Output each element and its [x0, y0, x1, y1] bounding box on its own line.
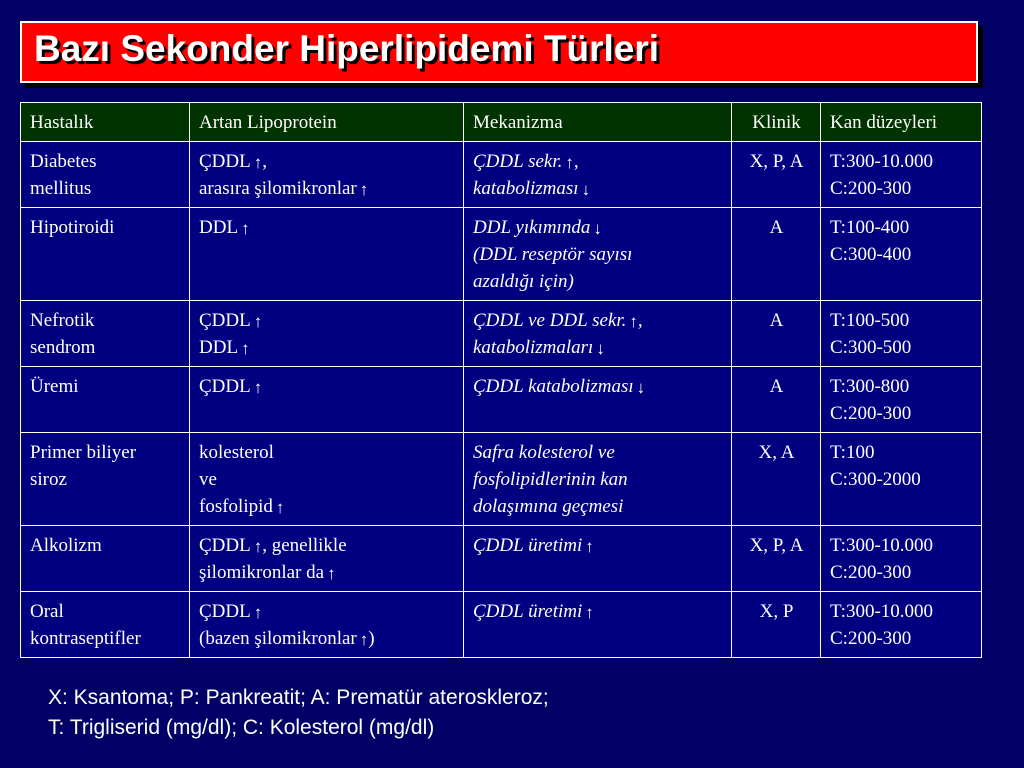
clinic-cell: X, P, A	[732, 142, 821, 208]
mechanism-cell	[464, 142, 732, 208]
cell-line	[199, 175, 455, 202]
cell-line	[473, 214, 723, 241]
level-value: T:100-500	[830, 310, 910, 331]
disease-name-line: Alkolizm	[30, 535, 102, 556]
cell-text: Safra kolesterol ve	[473, 442, 615, 463]
mechanism-cell	[464, 208, 732, 301]
cell-line	[199, 466, 455, 493]
cell-text: ÇDDL	[199, 376, 251, 397]
level-value: C:300-500	[830, 337, 912, 358]
footnote-line-1: X: Ksantoma; P: Pankreatit; A: Prematür ateroskleroz;	[48, 686, 549, 709]
cell-line	[473, 532, 723, 559]
lipoprotein-cell	[190, 142, 464, 208]
header-cell-clinic: Klinik	[732, 103, 821, 142]
disease-name-line: Hipotiroidi	[30, 217, 115, 238]
up-arrow-icon: ↑	[585, 537, 594, 556]
levels-cell	[821, 142, 982, 208]
levels-cell	[821, 301, 982, 367]
disease-name-line: Nefrotik	[30, 310, 95, 331]
disease-cell	[21, 592, 190, 658]
cell-suffix: ,	[262, 151, 267, 172]
cell-text: ÇDDL	[199, 535, 251, 556]
cell-line	[473, 268, 723, 295]
cell-text: ÇDDL üretimi	[473, 535, 583, 556]
header-cell-levels: Kan düzeyleri	[821, 103, 982, 142]
levels-cell	[821, 433, 982, 526]
up-arrow-icon: ↑	[253, 537, 263, 556]
header-cell-lipoprotein: Artan Lipoprotein	[190, 103, 464, 142]
cell-text: arasıra şilomikronlar	[199, 178, 357, 199]
cell-line	[473, 493, 723, 520]
cell-line	[473, 148, 723, 175]
cell-text: katabolizması	[473, 178, 579, 199]
disease-cell	[21, 367, 190, 433]
disease-name-line: siroz	[30, 469, 67, 490]
levels-cell	[821, 208, 982, 301]
table-body	[21, 142, 982, 658]
table-row	[21, 433, 982, 526]
mechanism-cell	[464, 526, 732, 592]
cell-line	[199, 439, 455, 466]
cell-line	[199, 373, 455, 400]
cell-line	[199, 559, 455, 586]
up-arrow-icon: ↑	[565, 153, 574, 172]
cell-text: azaldığı için)	[473, 271, 574, 292]
cell-text: dolaşımına geçmesi	[473, 496, 624, 517]
down-arrow-icon: ↓	[581, 180, 591, 199]
disease-name-line: mellitus	[30, 178, 92, 199]
clinic-cell: X, A	[732, 433, 821, 526]
cell-text: fosfolipidlerinin kan	[473, 469, 628, 490]
clinic-cell: A	[732, 208, 821, 301]
cell-suffix: )	[368, 628, 375, 649]
levels-cell	[821, 526, 982, 592]
cell-line	[199, 148, 455, 175]
disease-cell	[21, 142, 190, 208]
header-cell-disease: Hastalık	[21, 103, 190, 142]
cell-text: (DDL reseptör sayısı	[473, 244, 633, 265]
up-arrow-icon: ↑	[253, 603, 263, 622]
cell-text: ÇDDL	[199, 151, 251, 172]
mechanism-cell	[464, 433, 732, 526]
hyperlipidemia-table	[20, 102, 982, 658]
disease-name-line: Diabetes	[30, 151, 97, 172]
clinic-cell: X, P	[732, 592, 821, 658]
cell-text: ve	[199, 469, 217, 490]
mechanism-cell	[464, 592, 732, 658]
cell-line	[199, 307, 455, 334]
level-value: T:300-10.000	[830, 151, 934, 172]
up-arrow-icon: ↑	[359, 630, 369, 649]
mechanism-cell	[464, 301, 732, 367]
clinic-cell: A	[732, 367, 821, 433]
header-cell-mechanism: Mekanizma	[464, 103, 732, 142]
cell-line	[473, 334, 723, 361]
table-row	[21, 301, 982, 367]
level-value: T:300-10.000	[830, 535, 934, 556]
cell-text: (bazen şilomikronlar	[199, 628, 357, 649]
cell-line	[199, 493, 455, 520]
cell-line	[473, 175, 723, 202]
title-banner	[20, 21, 978, 83]
lipoprotein-cell	[190, 526, 464, 592]
level-value: C:200-300	[830, 178, 912, 199]
up-arrow-icon: ↑	[253, 312, 263, 331]
level-value: C:300-2000	[830, 469, 921, 490]
table-row	[21, 208, 982, 301]
level-value: T:300-10.000	[830, 601, 934, 622]
lipoprotein-cell	[190, 301, 464, 367]
table-header-row	[21, 103, 982, 142]
level-value: C:200-300	[830, 562, 912, 583]
cell-suffix: ,	[573, 151, 579, 172]
cell-suffix: , genellikle	[262, 535, 347, 556]
level-value: T:100	[830, 442, 875, 463]
cell-line	[199, 214, 455, 241]
down-arrow-icon: ↓	[596, 339, 605, 358]
level-value: C:200-300	[830, 403, 912, 424]
cell-text: katabolizmaları	[473, 337, 594, 358]
cell-line	[473, 439, 723, 466]
up-arrow-icon: ↑	[253, 378, 263, 397]
lipoprotein-cell	[190, 592, 464, 658]
up-arrow-icon: ↑	[629, 312, 638, 331]
up-arrow-icon: ↑	[359, 180, 369, 199]
table-row	[21, 142, 982, 208]
lipoprotein-cell	[190, 433, 464, 526]
cell-line	[199, 598, 455, 625]
down-arrow-icon: ↓	[593, 219, 602, 238]
disease-name-line: Üremi	[30, 376, 79, 397]
cell-text: ÇDDL	[199, 310, 251, 331]
level-value: T:300-800	[830, 376, 910, 397]
disease-cell	[21, 208, 190, 301]
mechanism-cell	[464, 367, 732, 433]
cell-text: ÇDDL ve DDL sekr.	[473, 310, 627, 331]
cell-text: fosfolipid	[199, 496, 273, 517]
disease-name-line: kontraseptifler	[30, 628, 141, 649]
disease-name-line: Oral	[30, 601, 64, 622]
cell-line	[199, 625, 455, 652]
disease-cell	[21, 301, 190, 367]
cell-suffix: ,	[637, 310, 643, 331]
table-row	[21, 526, 982, 592]
disease-name-line: Primer biliyer	[30, 442, 137, 463]
up-arrow-icon: ↑	[241, 219, 250, 238]
cell-text: DDL	[199, 337, 239, 358]
level-value: C:300-400	[830, 244, 912, 265]
cell-line	[199, 334, 455, 361]
up-arrow-icon: ↑	[275, 498, 285, 517]
cell-text: ÇDDL sekr.	[473, 151, 563, 172]
up-arrow-icon: ↑	[585, 603, 594, 622]
cell-line	[473, 307, 723, 334]
levels-cell	[821, 592, 982, 658]
cell-line	[473, 466, 723, 493]
up-arrow-icon: ↑	[253, 153, 263, 172]
cell-text: DDL yıkımında	[473, 217, 591, 238]
cell-line	[199, 532, 455, 559]
up-arrow-icon: ↑	[327, 564, 336, 583]
table-row	[21, 367, 982, 433]
down-arrow-icon: ↓	[636, 378, 646, 397]
cell-text: kolesterol	[199, 442, 274, 463]
lipoprotein-cell	[190, 367, 464, 433]
up-arrow-icon: ↑	[241, 339, 250, 358]
lipoprotein-cell	[190, 208, 464, 301]
footnote-line-2: T: Trigliserid (mg/dl); C: Kolesterol (mg/dl)	[48, 716, 435, 739]
disease-cell	[21, 433, 190, 526]
cell-text: şilomikronlar da	[199, 562, 325, 583]
table-row	[21, 592, 982, 658]
cell-line	[473, 373, 723, 400]
cell-text: ÇDDL üretimi	[473, 601, 583, 622]
clinic-cell: X, P, A	[732, 526, 821, 592]
cell-text: ÇDDL	[199, 601, 251, 622]
page-title: Bazı Sekonder Hiperlipidemi Türleri	[34, 28, 660, 69]
level-value: C:200-300	[830, 628, 912, 649]
level-value: T:100-400	[830, 217, 910, 238]
levels-cell	[821, 367, 982, 433]
cell-text: ÇDDL katabolizması	[473, 376, 634, 397]
footnote-legend	[48, 683, 549, 743]
disease-name-line: sendrom	[30, 337, 96, 358]
clinic-cell: A	[732, 301, 821, 367]
disease-cell	[21, 526, 190, 592]
cell-line	[473, 241, 723, 268]
cell-text: DDL	[199, 217, 239, 238]
cell-line	[473, 598, 723, 625]
